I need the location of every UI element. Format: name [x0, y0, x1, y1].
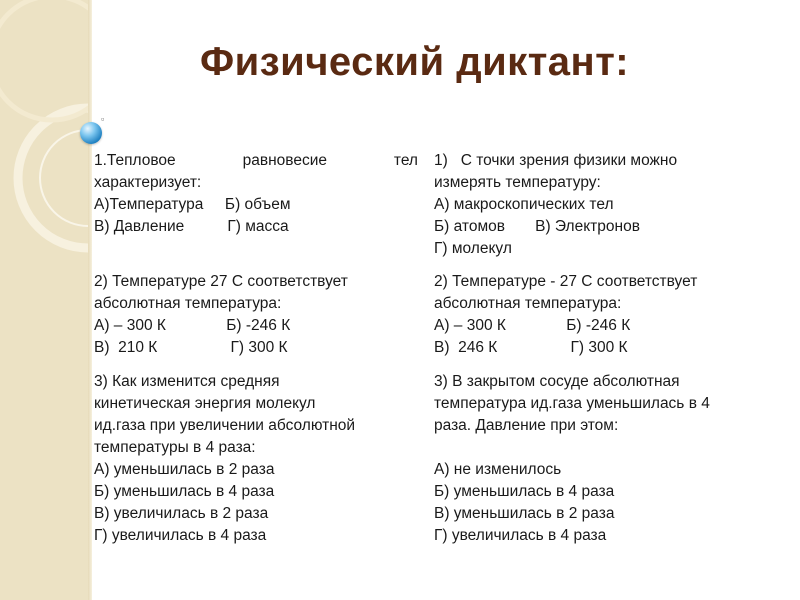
small-square-icon: ▫	[101, 114, 105, 124]
left-q1-word-3: тел	[393, 152, 418, 169]
right-q3-line3: раза. Давление при этом:	[434, 417, 619, 434]
left-q2-line4: В) 210 К Г) 300 К	[94, 339, 288, 356]
left-q3-answer-c: В) увеличилась в 2 раза	[94, 505, 269, 522]
right-q1-line4: Б) атомов В) Электронов	[434, 218, 640, 235]
left-q3-line4: температуры в 4 раза:	[94, 439, 256, 456]
left-q1-heading	[94, 150, 418, 172]
right-q2-line2: абсолютная температура:	[434, 295, 622, 312]
left-q1-line3: А)Температура Б) объем	[94, 196, 291, 213]
left-q3-answer-d: Г) увеличилась в 4 раза	[94, 527, 267, 544]
right-q3-line1: 3) В закрытом сосуде абсолютная	[434, 373, 680, 390]
left-q1-line4: В) Давление Г) масса	[94, 218, 289, 235]
left-column	[94, 150, 418, 547]
left-q1-word-2: равновесие	[242, 152, 327, 169]
sidebar-edge	[88, 0, 92, 600]
left-q2-line2: абсолютная температура:	[94, 295, 282, 312]
right-q3-answer-c: В) уменьшилась в 2 раза	[434, 505, 615, 522]
right-q3-line2: температура ид.газа уменьшилась в 4	[434, 395, 710, 412]
right-q3-answer-a: А) не изменилось	[434, 461, 562, 478]
right-column	[434, 150, 764, 547]
left-q3-answer-a: А) уменьшилась в 2 раза	[94, 461, 275, 478]
right-q2-line4: В) 246 К Г) 300 К	[434, 339, 628, 356]
left-q2-line3: А) – 300 К Б) -246 К	[94, 317, 291, 334]
right-q1-line5: Г) молекул	[434, 240, 512, 257]
left-q3-line3: ид.газа при увеличении абсолютной	[94, 417, 356, 434]
right-q3-answer-b: Б) уменьшилась в 4 раза	[434, 483, 615, 500]
left-q3-answer-b: Б) уменьшилась в 4 раза	[94, 483, 275, 500]
right-q1-line3: А) макроскопических тел	[434, 196, 614, 213]
right-q1-line2: измерять температуру:	[434, 174, 601, 191]
right-q3-answer-d: Г) увеличилась в 4 раза	[434, 527, 607, 544]
decorative-sidebar	[0, 0, 88, 600]
left-q1-word-1: 1.Тепловое	[94, 152, 176, 169]
blue-orb-icon	[80, 122, 102, 144]
left-q3-line1: 3) Как изменится средняя	[94, 373, 280, 390]
left-q3-line2: кинетическая энергия молекул	[94, 395, 316, 412]
right-q1-line1: 1) С точки зрения физики можно	[434, 152, 678, 169]
left-q1-line2: характеризует:	[94, 174, 202, 191]
left-q2-line1: 2) Температуре 27 С соответствует	[94, 273, 348, 290]
page-title: Физический диктант:	[200, 40, 630, 84]
right-q2-line3: А) – 300 К Б) -246 К	[434, 317, 631, 334]
right-q2-line1: 2) Температуре - 27 С соответствует	[434, 273, 698, 290]
sidebar-ornament	[0, 0, 88, 600]
